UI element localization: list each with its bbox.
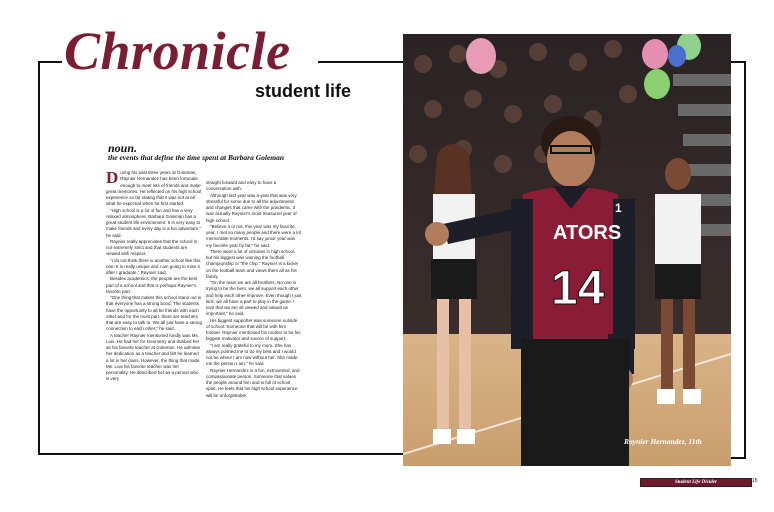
frame-left-line [38,61,40,454]
frame-photo-bottom-line [731,457,746,459]
balloon [642,39,668,69]
definition-text: the events that define the time spent at Barbara Goleman [108,153,285,162]
paragraph: Raynier Hernandez is a fun, extroverted, and compassionate person. Someone that values the people around him and is full of school spirit. He feels that his high school experience will be unforgettable. [206,367,300,398]
jersey-number: 14 [551,262,605,315]
paragraph: Although last year was a year that was very stressful for some due to all the adjustments and changes that came with the pandemic, it was actually Raynier's most treasured year of high school. [206,192,297,223]
balloon [668,45,686,67]
page-subtitle: student life [255,81,352,101]
paragraph: "Believe it or not, this year was my favorite year. I met so many people and there were a lot memorable moments. I'd say junior year was my favorite year by far," he said. [206,223,302,248]
paragraph: Besides academics, the people are the best part of a school and that is perhaps Raynier's favorite part. [106,276,198,294]
frame-top-left-line [38,61,62,63]
paragraph: "High school is a lot of fun and has a very relaxed atmosphere. Barbara Goleman has a great student life environment. It is very easy to make friends and every day is a fun adventure," he said. [106,207,202,238]
section-tab-label: Student Life Divider [675,480,717,485]
jersey-text: ATORS [553,222,622,244]
paragraph: A teacher Raynier mentioned fondly was Ms. Luis. He had her for Geometry and dubbed her as his favorite teacher at Goleman. He admires her dedication as a teacher and felt he learned a lot in her class. However, the thing that made Ms. Luis his favorite teacher was her personality. He described her as a person who is very [106,332,201,382]
article-column-1 [106,170,202,383]
page-title: Chronicle [64,21,291,81]
balloon [644,69,670,99]
definition-word: noun. [108,141,138,155]
frame-photo-right-vertical [744,61,746,458]
page-number: 15 [752,478,758,484]
section-tab [640,478,752,487]
feature-photo [403,34,731,466]
frame-photo-right-line [731,61,745,63]
balloon [466,38,496,74]
sleeve-number: 1 [615,201,622,215]
paragraph: "One thing that makes this school stand out is that everyone has a strong bond. The students have the opportunity to all be friends with each other and for the most part, there are teachers that are easy to talk to. We all just have a strong connection to each other," he said. [106,295,202,332]
drop-cap: D [106,168,119,187]
paragraph: straight forward and easy to have a conversation with. [206,180,277,192]
paragraph: Raynier really appreciates that the school is not extremely strict and that students are viewed with respect. [106,238,198,257]
paragraph: "I do not think there is another school like this one. It is really unique and I am going to miss it after I graduate," Raynier said. [106,257,201,275]
photo-caption: Raynier Hernandez, 11th [624,437,702,446]
frame-top-right-line [318,61,404,63]
frame-bottom-line [38,453,403,455]
photo-illustration [403,34,731,466]
paragraph: uring his past three years at Goleman, Raynier Hernandez has been fortunate enough to meet lots of friends and make great memories. He reflected on his high school experience so far stating that it was not at all what he expected when he first started. [106,170,202,207]
paragraph: There were a lot of victories in high school, but his biggest was winning the football championship or "the chip." Raynier is a kicker on the football team and views them all as his family. [206,248,299,279]
paragraph: "I am really grateful to my mom. She has always pushed me to do my best and I would not be where I am now without her. She made me the person I am," he said. [206,342,298,367]
article-column-2 [206,180,302,399]
paragraph: His biggest supporter was someone outside of school. Someone that will be with him forever. Raynier mentioned his mother to be his biggest motivator and source of support. [206,317,301,342]
paragraph: "On the team we are all brothers. No one is trying to be the hero; we all support each other and help each other improve. Even though I just kick, we all have a part to play in the game. I love that we are all viewed and valued as important," he said. [206,280,302,317]
